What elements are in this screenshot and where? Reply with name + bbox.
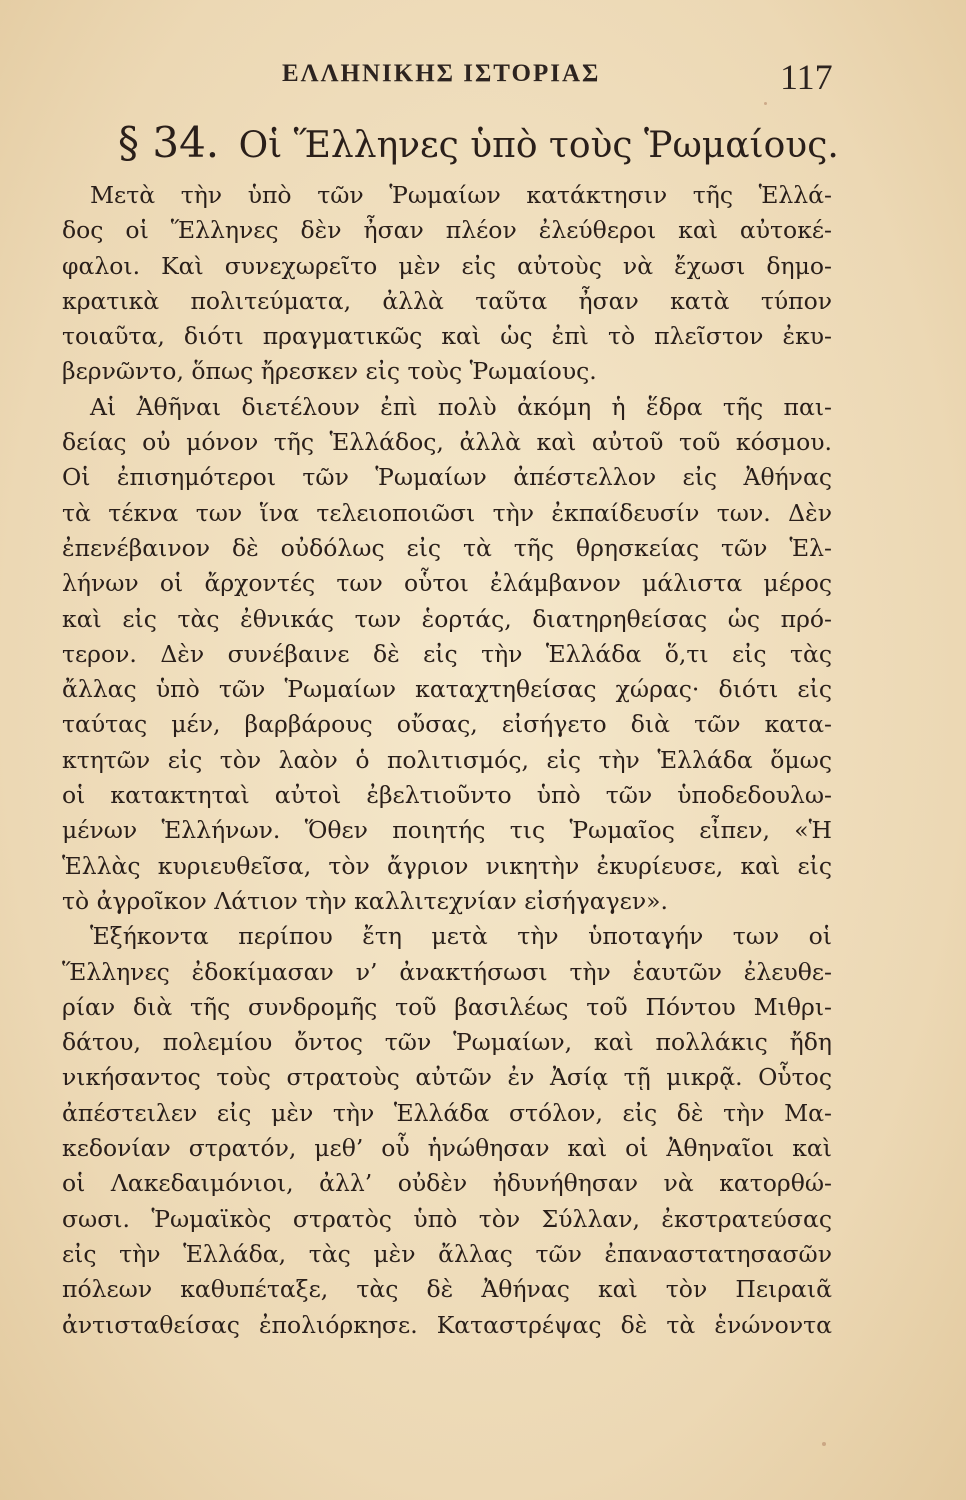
text-line: κρατικὰ πολιτεύματα, ἀλλὰ ταῦτα ἦσαν κατὰ τύπον [62,286,832,315]
text-line: τερον. Δὲν συνέβαινε δὲ εἰς τὴν Ἑλλάδα ὅ,τι εἰς τὰς [62,639,832,668]
text-line: Ἕλληνες ἐδοκίμασαν ν’ ἀνακτήσωσι τὴν ἑαυτῶν ἐλευθε- [62,957,832,986]
text-line: δάτου, πολεμίου ὄντος τῶν Ῥωμαίων, καὶ πολλάκις ἤδη [62,1028,832,1057]
running-head [0,58,966,98]
text-line: φαλοι. Καὶ συνεχωρεῖτο μὲν εἰς αὐτοὺς νὰ ἔχωσι δημο- [62,251,832,280]
section-mark: § 34. [118,118,220,167]
text-line: πόλεων καθυπέταξε, τὰς δὲ Ἀθήνας καὶ τὸν Πειραιᾶ [62,1275,832,1304]
text-line: καὶ εἰς τὰς ἐθνικάς των ἑορτάς, διατηρηθείσας ὡς πρό- [62,604,832,633]
text-line: ρίαν διὰ τῆς συνδρομῆς τοῦ βασιλέως τοῦ Πόντου Μιθρι- [62,992,832,1021]
text-line: ἀντισταθείσας ἐπολιόρκησε. Καταστρέψας δὲ τὰ ἑνώνοντα [62,1310,832,1339]
text-line: δος οἱ Ἕλληνες δὲν ἦσαν πλέον ἐλεύθεροι καὶ αὐτοκέ- [62,216,832,245]
text-line: Οἱ ἐπισημότεροι τῶν Ῥωμαίων ἀπέστελλον εἰς Ἀθήνας [62,463,832,492]
text-line: οἱ Λακεδαιμόνιοι, ἀλλ’ οὐδὲν ἠδυνήθησαν νὰ κατορθώ- [62,1169,832,1198]
text-line: Μετὰ τὴν ὑπὸ τῶν Ῥωμαίων κατάκτησιν τῆς Ἑλλά- [90,181,832,209]
text-line: τοιαῦτα, διότι πραγματικῶς καὶ ὡς ἐπὶ τὸ πλεῖστον ἐκυ- [62,322,832,351]
text-line: Ἑξήκοντα περίπου ἔτη μετὰ τὴν ὑποταγήν των οἱ [90,922,832,951]
text-line: Ἑλλὰς κυριευθεῖσα, τὸν ἄγριον νικητὴν ἐκυρίευσε, καὶ εἰς [62,851,832,880]
text-line: τὰ τέκνα των ἵνα τελειοποιῶσι τὴν ἐκπαίδευσίν των. Δὲν [62,498,832,527]
text-line: μένων Ἑλλήνων. Ὅθεν ποιητής τις Ῥωμαῖος εἶπεν, «Ἡ [62,816,832,845]
section-title: Οἱ Ἕλληνες ὑπὸ τοὺς Ῥωμαίους. [238,125,839,166]
text-line: ἐπενέβαινον δὲ οὐδόλως εἰς τὰ τῆς θρησκείας τῶν Ἑλ- [62,533,832,562]
paper-speck [822,1442,826,1446]
text-line: βερνῶντο, ὅπως ἤρεσκεν εἰς τοὺς Ῥωμαίους. [62,357,597,386]
text-line: ἀπέστειλεν εἰς μὲν τὴν Ἑλλάδα στόλον, εἰς δὲ τὴν Μα- [62,1098,832,1127]
section-heading [118,118,839,167]
text-line: σωσι. Ῥωμαϊκὸς στρατὸς ὑπὸ τὸν Σύλλαν, ἐκστρατεύσας [62,1204,832,1233]
paper-speck [764,102,767,105]
text-line: οἱ κατακτηταὶ αὐτοὶ ἐβελτιοῦντο ὑπὸ τῶν ὑποδεδουλω- [62,781,832,810]
text-line: ταύτας μέν, βαρβάρους οὔσας, εἰσήγετο διὰ τῶν κατα- [62,710,832,739]
text-line: ἄλλας ὑπὸ τῶν Ῥωμαίων καταχτηθείσας χώρας· διότι εἰς [62,675,832,704]
text-line: εἰς τὴν Ἑλλάδα, τὰς μὲν ἄλλας τῶν ἐπαναστατησασῶν [62,1239,832,1268]
text-line: τὸ ἀγροῖκον Λάτιον τὴν καλλιτεχνίαν εἰσήγαγεν». [62,886,668,915]
running-title: ΕΛΛΗΝΙΚΗΣ ΙΣΤΟΡΙΑΣ [282,60,601,87]
text-line: λήνων οἱ ἄρχοντές των οὗτοι ἐλάμβανον μάλιστα μέρος [62,569,832,598]
text-line: κτητῶν εἰς τὸν λαὸν ὁ πολιτισμός, εἰς τὴν Ἑλλάδα ὅμως [62,745,832,774]
text-line: νικήσαντος τοὺς στρατοὺς αὐτῶν ἐν Ἀσίᾳ τῇ μικρᾷ. Οὗτος [62,1063,832,1092]
page-number: 117 [780,57,833,97]
text-line: Αἱ Ἀθῆναι διετέλουν ἐπὶ πολὺ ἀκόμη ἡ ἕδρα τῆς παι- [90,392,832,421]
text-line: δείας οὐ μόνον τῆς Ἑλλάδος, ἀλλὰ καὶ αὐτοῦ τοῦ κόσμου. [62,428,832,457]
body-text [62,178,832,1343]
text-line: κεδονίαν στρατόν, μεθ’ οὗ ἡνώθησαν καὶ οἱ Ἀθηναῖοι καὶ [62,1134,832,1163]
